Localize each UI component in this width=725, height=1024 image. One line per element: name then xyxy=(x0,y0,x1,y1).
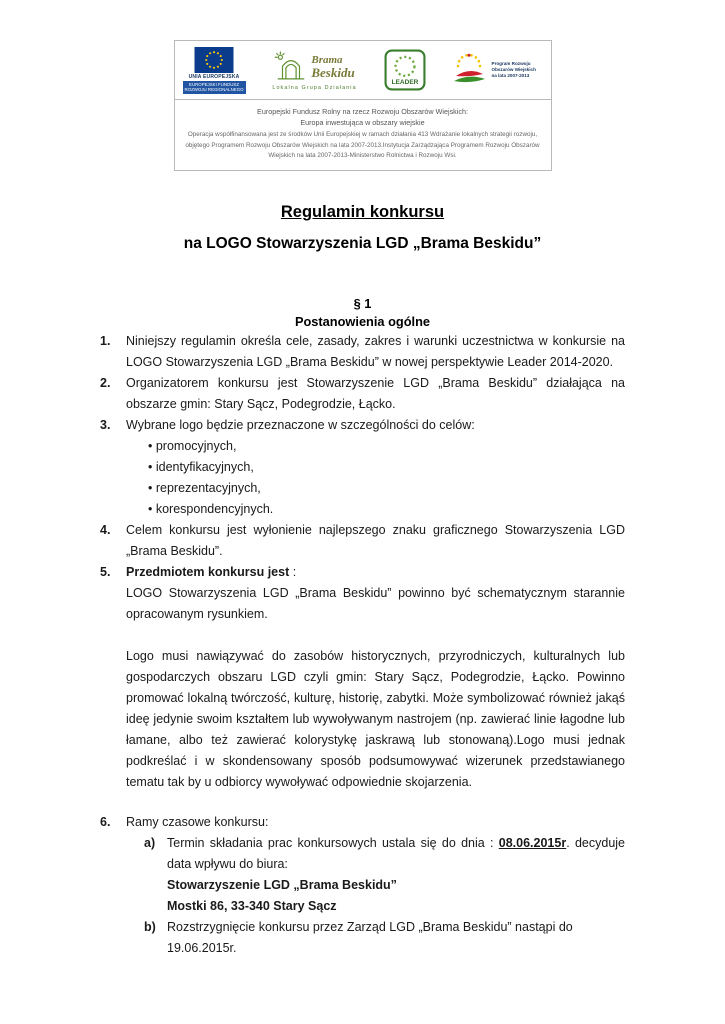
list-item-3 xyxy=(100,415,625,520)
list-item-5-label-rest: : xyxy=(289,564,297,579)
list-item-2-text: Organizatorem konkursu jest Stowarzyszenie LGD „Brama Beskidu” działająca na obszarze gmin: Stary Sącz, Podegrodzie, Łącko. xyxy=(126,375,625,411)
funding-text-box xyxy=(175,99,551,170)
list-item-2 xyxy=(100,373,625,415)
list-item-1-number: 1. xyxy=(100,333,111,348)
funding-line-1: Europejski Fundusz Rolny na rzecz Rozwoju Obszarów Wiejskich: xyxy=(257,107,468,116)
brama-beskidu-logo xyxy=(269,50,361,91)
list-item-5-number: 5. xyxy=(100,564,111,579)
sub-item-b-text: Rozstrzygnięcie konkursu przez Zarząd LGD „Brama Beskidu” nastąpi do 19.06.2015r. xyxy=(167,919,573,955)
funding-body: Operacja współfinansowana jest ze środków Unii Europejskiej w ramach działania 413 Wdrażanie lokalnych strategii rozwoju, objętego Programem Rozwoju Obszarów Wiejskich na lata 2007-2013.Instytucja Zarządzająca Programem Rozwoju Obszarów Wiejskich na lata 2007-2013-Ministerstwo Rolnictwa i Rozwoju Wsi. xyxy=(185,131,540,159)
section-1-header xyxy=(100,295,625,331)
list-item-4 xyxy=(100,520,625,562)
document-title: Regulamin konkursu xyxy=(280,202,445,221)
deadline-text-post: . decyduje data wpływu do biura: xyxy=(167,835,625,871)
deadline-text-pre: Termin składania prac konkursowych ustala się do dnia : xyxy=(167,835,499,850)
leader-logo xyxy=(384,49,426,91)
brama-logo-art xyxy=(274,50,354,84)
bullet-list xyxy=(148,436,625,520)
brama-word-2: Beskidu xyxy=(311,64,355,80)
deadline-date: 08.06.2015r xyxy=(498,835,567,850)
brama-gate-sketch-icon xyxy=(274,50,308,84)
document-subtitle: na LOGO Stowarzyszenia LGD „Brama Beskidu” xyxy=(183,234,542,252)
prow-logo-icon xyxy=(449,50,489,90)
list-item-6-number: 6. xyxy=(100,814,111,829)
sub-item-a-text xyxy=(167,833,625,875)
list-item-5 xyxy=(100,562,625,793)
bullet-item-3: • reprezentacyjnych, xyxy=(148,480,261,495)
list-item-1 xyxy=(100,331,625,373)
logos-row xyxy=(175,41,551,99)
eu-fund-line1: EUROPEJSKI FUNDUSZ xyxy=(189,81,240,87)
office-address-line-1: Stowarzyszenie LGD „Brama Beskidu” xyxy=(167,877,397,892)
svg-text:LEADER: LEADER xyxy=(391,79,418,87)
list-item-2-number: 2. xyxy=(100,375,111,390)
sub-item-b xyxy=(144,917,625,959)
list-item-5-paragraph-2: Logo musi nawiązywać do zasobów historycznych, przyrodniczych, kulturalnych lub gospodarczych obszaru LGD czyli gmin: Stary Sącz, Podegrodzie, Łącko. Powinno promować lokalną twórczość, kulturę, historię, zabytki. Może symbolizować również jakąś ideę jedynie swoim kształtem lub wywoływanym nastrojem (np. zawierać linie łagodne lub łamane, albo też zawierać kolorystykę jaskrawą lub stonowaną).Logo musi jednak podkreślać i w skondensowany sposób podsumowywać wizerunek przedstawianego tematu tak by u odbiorcy wywoływać odpowiednie skojarzenia. xyxy=(126,648,625,789)
sub-item-a-number: a) xyxy=(144,835,156,850)
numbered-list xyxy=(100,331,625,959)
section-heading: Postanowienia ogólne xyxy=(294,313,431,329)
list-item-5-paragraph-1: LOGO Stowarzyszenia LGD „Brama Beskidu” powinno być schematycznym starannie opracowanym rysunkiem. xyxy=(126,585,625,621)
eu-flag-icon xyxy=(194,47,234,73)
bullet-item-1: • promocyjnych, xyxy=(148,438,237,453)
prow-logo-caption: Program Rozwoju Obszarów Wiejskich na lata 2007-2013 xyxy=(491,60,536,79)
leader-logo-icon xyxy=(384,49,426,91)
list-item-4-number: 4. xyxy=(100,522,111,537)
brama-word-1: Brama xyxy=(311,53,343,66)
list-item-6-text: Ramy czasowe konkursu: xyxy=(126,814,269,829)
list-item-3-text: Wybrane logo będzie przeznaczone w szczególności do celów: xyxy=(126,417,475,432)
sub-item-a xyxy=(144,833,625,917)
list-item-5-label-bold: Przedmiotem konkursu jest xyxy=(126,564,290,579)
sub-list xyxy=(144,833,625,959)
funding-line-2: Europa inwestująca w obszary wiejskie xyxy=(300,118,425,127)
sub-item-b-number: b) xyxy=(144,919,156,934)
brama-logo-wordmark xyxy=(311,55,354,79)
brama-logo-caption: Lokalna Grupa Działania xyxy=(272,84,357,91)
document-header xyxy=(174,40,552,171)
bullet-item-4: • korespondencyjnych. xyxy=(148,501,274,516)
prow-logo xyxy=(449,50,543,90)
list-item-5-label xyxy=(126,562,625,583)
bullet-item-2: • identyfikacyjnych, xyxy=(148,459,254,474)
eu-union-label: UNIA EUROPEJSKA xyxy=(188,73,240,80)
eu-fund-line2: ROZWOJU REGIONALNEGO xyxy=(184,87,244,92)
eu-logo xyxy=(183,47,246,94)
list-item-4-text: Celem konkursu jest wyłonienie najlepszego znaku graficznego Stowarzyszenia LGD „Brama Beskidu”. xyxy=(126,522,625,558)
section-number: § 1 xyxy=(353,295,372,311)
office-address-line-2: Mostki 86, 33-340 Stary Sącz xyxy=(167,898,337,913)
eu-fund-label xyxy=(183,81,246,94)
list-item-6 xyxy=(100,812,625,959)
list-item-3-number: 3. xyxy=(100,417,111,432)
list-item-1-text: Niniejszy regulamin określa cele, zasady, zakres i warunki uczestnictwa w konkursie na LOGO Stowarzyszenia LGD „Brama Beskidu” w nowej perspektywie Leader 2014-2020. xyxy=(126,333,625,369)
